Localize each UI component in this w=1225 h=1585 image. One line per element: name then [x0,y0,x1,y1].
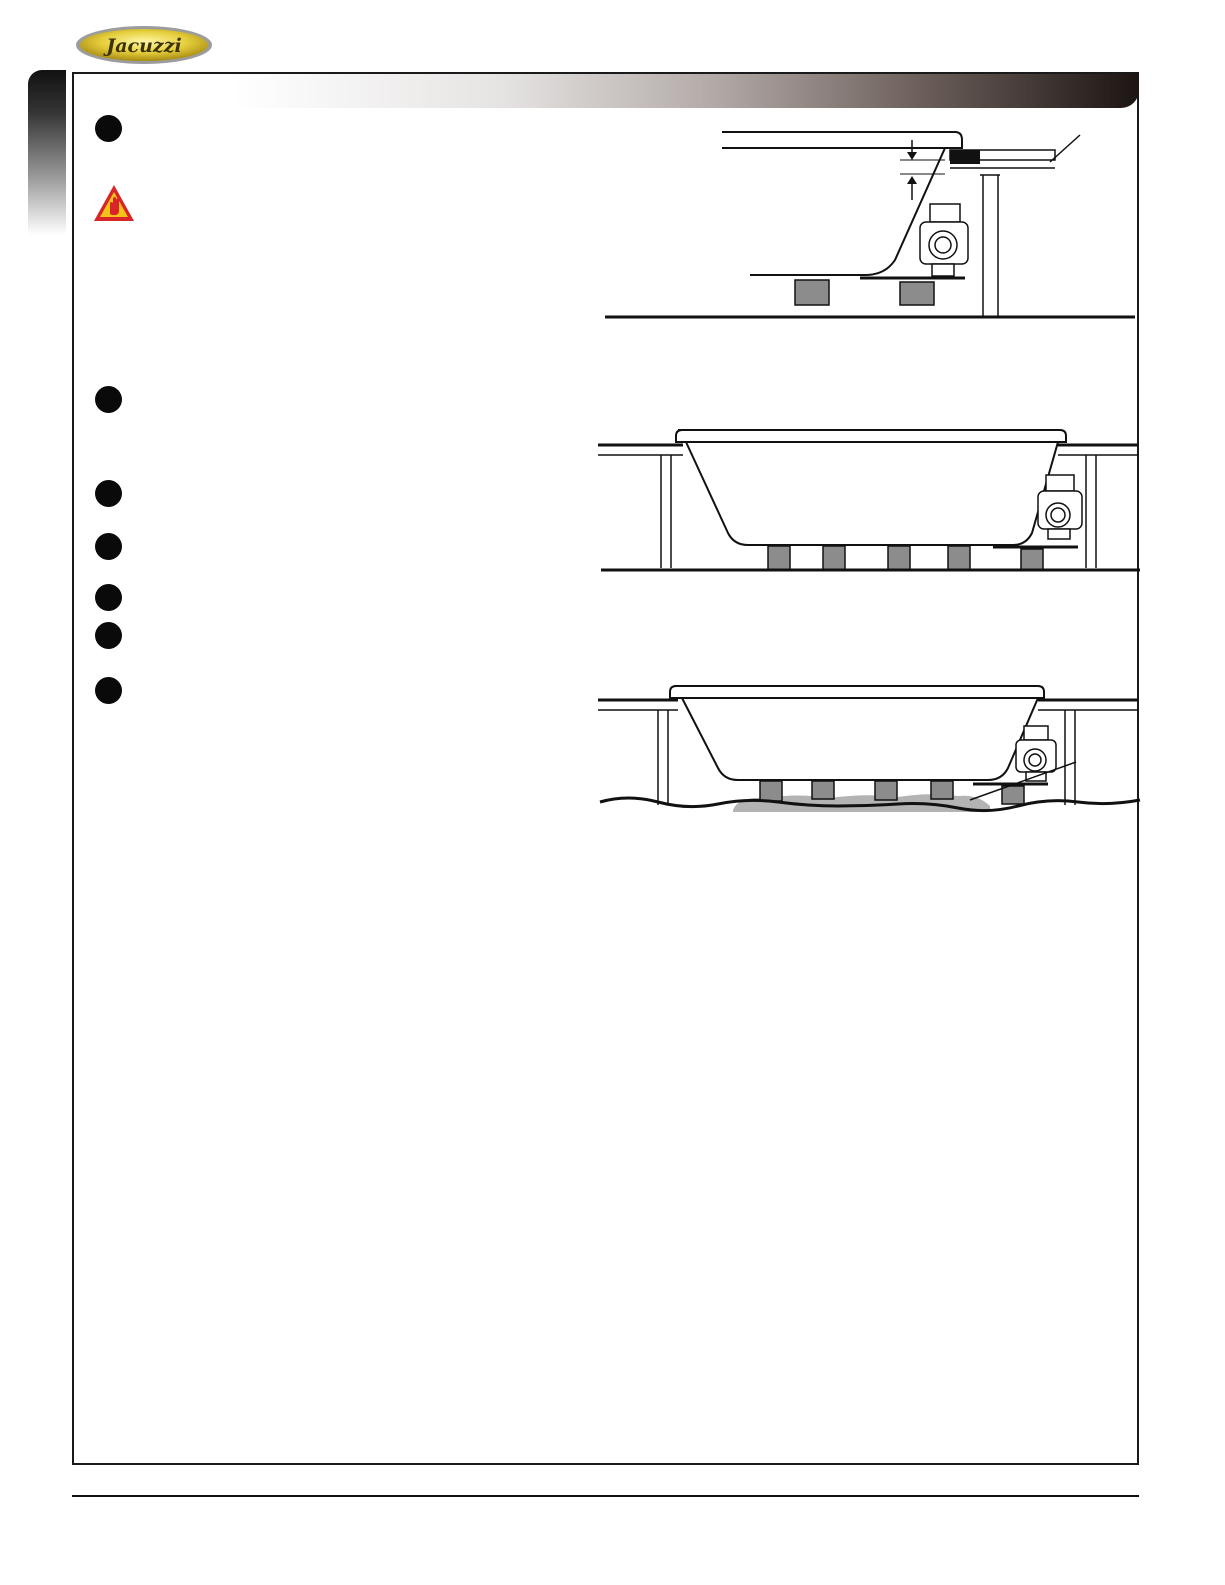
step-bullet-4 [95,533,122,560]
step-bullet-2 [95,386,122,413]
svg-text:Jacuzzi: Jacuzzi [106,35,182,57]
warning-hand-icon [92,183,136,223]
step-bullet-6 [95,622,122,649]
step-bullet-3 [95,480,122,507]
figure-tub-mortar-bed [598,680,1143,820]
figure-rim-detail [600,120,1140,325]
jacuzzi-logo [74,24,214,66]
figure-tub-level-floor [598,425,1143,585]
step-bullet-5 [95,584,122,611]
header-bar [74,74,1139,108]
step-bullet-7 [95,677,122,704]
footer-rule [72,1495,1139,1497]
section-tab [28,70,66,235]
step-bullet-1 [95,115,122,142]
